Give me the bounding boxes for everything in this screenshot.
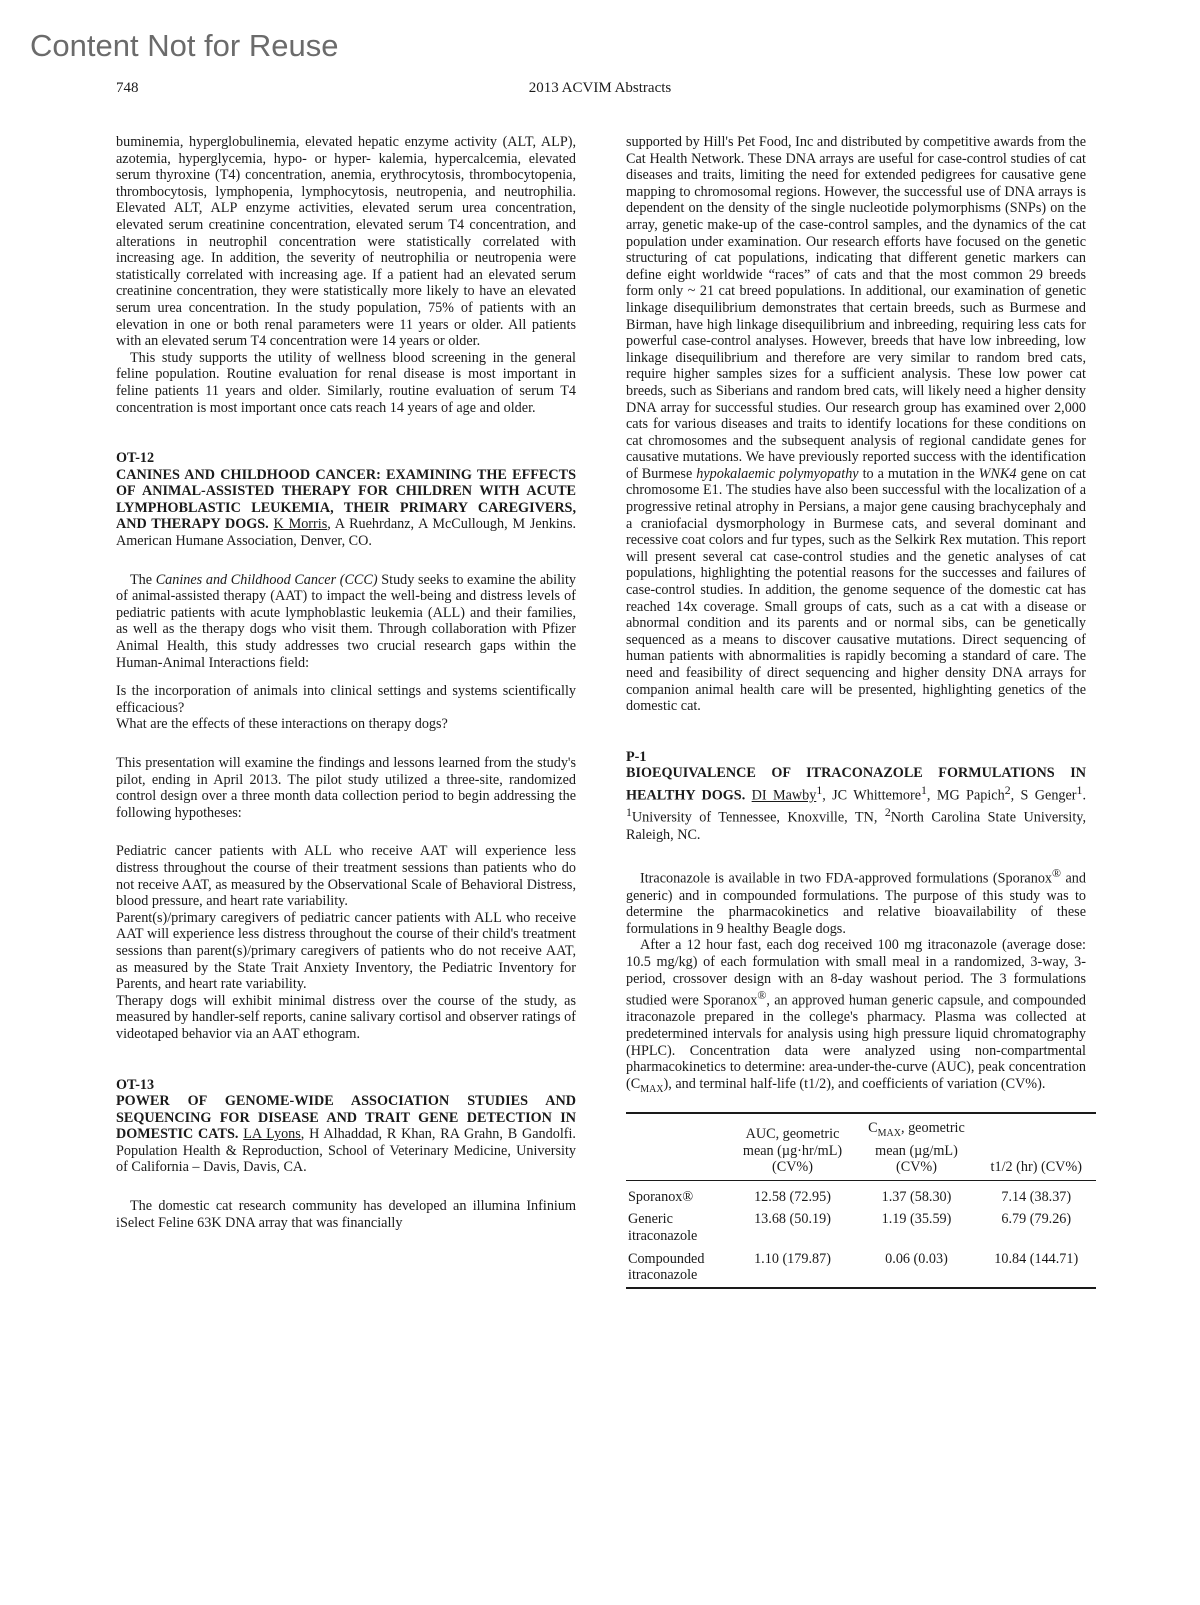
table-header-row [626,1113,1096,1180]
watermark: Content Not for Reuse [30,28,339,63]
text-span: , an approved human generic capsule, and compounded itraconazole prepared in the college's pharmacy. Plasma was collected at predetermined intervals for analysis using high pressure liquid chromatography (HPLC). Concentration data were analyzed using non-compartmental pharmacokinetics to determine: area-under-the-curve (AUC), peak concentration (C [626,992,1086,1092]
cmax-label: C [868,1120,878,1137]
abstract-title-p1: BIOEQUIVALENCE OF ITRACONAZOLE FORMULATIONS IN HEALTHY DOGS. [626,765,1086,804]
author: , JC Whittemore [822,787,921,804]
subscript: MAX [640,1083,664,1095]
affil-sup: 1 [626,805,632,820]
table-cell: 1.19 (35.59) [881,1211,952,1228]
authors-ot13: , H Alhaddad, R Khan, RA Grahn, B Gandolfi. Population Health & Reproduction, School of Veterinary Medicine, University of California – Davis, Davis, CA. [116,1126,576,1176]
affiliation: North Carolina State University, Raleigh, NC. [626,810,1087,843]
table-cell: Compounded itraconazole [628,1250,705,1284]
abstract-id-p1: P-1 [626,748,647,765]
abstract-header-ot13 [116,1093,576,1176]
text-span: and generic) and in compounded formulations. The purpose of this study was to determine the pharmacokinetics and relative bioavailability of these formulations in 9 healthy Beagle dogs. [626,870,1086,937]
text-span: gene on cat chromosome E1. The studies have also been successful with the localization of a progressive retinal atrophy in Persians, a major gene causing brachycephaly and a craniofacial dysmorphology in Burmese cats, and several dominant and recessive coat colors and fur types, such as the Selkirk Rex mutation. This report will present several cat case-control studies and the genetic analyses of cat populations, highlighting the potential reasons for the successes and failures of case-control studies. In addition, the genome sequence of the domestic cat has reached 14x coverage. Small groups of cats, such as a cat with a disease or abnormal condition and its parents and or normal sibs, can be genetically sequenced as a means to discover causative mutations. Direct sequencing of human patients with abnormalities is rapidly becoming a standard of care. The need and feasibility of direct sequencing and higher density DNA arrays for companion animal health care will be presented, highlighting genetics of the domestic cat. [626,465,1086,715]
presenter-ot13: LA Lyons [243,1126,301,1143]
right-column [626,134,1086,1289]
text-span: to a mutation in the [858,465,979,482]
text-span: supported by Hill's Pet Food, Inc and distributed by competitive awards from the Cat Health Network. These DNA arrays are useful for case-control studies of cat diseases and traits, limiting the need for extended pedigrees for causative gene mapping to chromosomal regions. However, the successful use of DNA arrays is dependent on the density of the single nucleotide polymorphisms (SNPs) on the array, genetic make-up of the case-control samples, and the dynamics of the cat population under examination. Our research efforts have focused on the genetic structuring of cat populations, indicating that different genetic markers can define eight worldwide “races” of cats and that the most common 29 breeds form only ~ 21 cat breed populations. In additional, our examination of genetic linkage disequilibrium demonstrates that certain breeds, such as Burmese and Birman, have high linkage disequilibrium and inbreeding, requiring less cats for powerful case-control analyses. However, breeds that have low inbreeding, low linkage disequilibrium and therefore are very similar to random bred cats, require higher samples sizes for a sufficient analysis. These low power cat breeds, such as Siberians and random bred cats, will likely need a higher density DNA array for successful studies. Our research group has examined over 2,000 cats for various diseases and traits to identify locations for these conditions on cat chromosomes and the subsequent analysis of regional candidate genes for causative mutations. We have previously reported success with the identification of Burmese [626,134,1086,482]
affil-sup: 2 [884,805,891,820]
results-table [626,1112,1096,1289]
affiliation: University of Tennessee, Knoxville, TN, [631,810,885,827]
abstract-header-p1: BIOEQUIVALENCE OF ITRACONAZOLE FORMULATIONS IN HEALTHY DOGS. DI Mawby$^1$, JC Whittemore$^1$, MG Papich$^2$, S Genger$^1$. $^1$University of Tennessee, Knoxville, TN, $^2$North Carolina State University, Raleigh, NC. [626,765,1087,843]
left-column [116,134,576,1231]
table-cell: 12.58 (72.95) [754,1188,831,1205]
table-cell: 10.84 (144.71) [994,1250,1079,1267]
affil-sup: 2 [1004,782,1011,797]
intro-prefix: The [130,571,156,588]
table-cell: 6.79 (79.26) [1001,1211,1072,1228]
table-row [626,1180,1096,1208]
text-span: After a 12 hour fast, each dog received 100 mg itraconazole (average dose: 10.5 mg/kg) of each formulation with small meal in a randomized, 3-way, 3-period, crossover design with an 8-day washout period. The 3 formulations studied were Sporanox [626,937,1086,1009]
italic-term: hypokalaemic polymyopathy [696,465,859,482]
hypothesis: Therapy dogs will exhibit minimal distress over the course of the study, as measured by handler-self reports, canine salivary cortisol and observer ratings of videotaped behavior via an AAT ethogram. [116,992,576,1042]
running-head: 2013 ACVIM Abstracts [528,80,672,96]
abstract-title-ot12: CANINES AND CHILDHOOD CANCER: EXAMINING THE EFFECTS OF ANIMAL-ASSISTED THERAPY FOR CHILDREN WITH ACUTE LYMPHOBLASTIC LEUKEMIA, THEIR PRIMARY CAREGIVERS, AND THERAPY DOGS. [116,466,576,533]
table-header-cell: t1/2 (hr) (CV%) [977,1113,1097,1180]
presentation-paragraph-ot12: This presentation will examine the findings and lessons learned from the study's pilot, ending in April 2013. The pilot study utilized a three-site, randomized control design over a three month data collection period to begin addressing the following hypotheses: [116,755,576,821]
intro-rest: Study seeks to examine the ability of animal-assisted therapy (AAT) to impact the well-being and distress levels of pediatric patients with acute lymphoblastic leukemia (ALL) and their families, as well as the therapy dogs who visit them. Through collaboration with Pfizer Animal Health, this study addresses two crucial research gaps within the Human-Animal Interactions field: [116,571,576,671]
methods-paragraph-p1 [626,937,1086,1098]
hypothesis: Parent(s)/primary caregivers of pediatric cancer patients with ALL who receive AAT will experience less distress throughout the course of their child's treatment sessions than parent(s)/primary caregivers of patients who do not receive AAT, as measured by the State Trait Anxiety Inventory, the Pediatric Inventory for Parents, and heart rate variability. [116,909,576,993]
body-paragraph-ot13-continued [626,134,1086,715]
table-cell: Sporanox® [628,1188,694,1205]
body-paragraph-p1 [626,865,1086,937]
authors-ot12: , A Ruehrdanz, A McCullough, M Jenkins. American Humane Association, Denver, CO. [116,516,577,550]
continued-paragraph: buminemia, hyperglobulinemia, elevated hepatic enzyme activity (ALT, ALP), azotemia, hyperglycemia, hypo- or hyper- kalemia, hypercalcemia, elevated serum thyroxine (T4) concentration, anemia, erythrocytosis, thrombocytopenia, thrombocytosis, lymphopenia, lymphocytosis, neutropenia, and neutrophilia. Elevated ALT, ALP enzyme activities, elevated serum urea concentration, elevated serum creatinine concentration, elevated serum T4 concentration, and alterations in neutrophil concentration were statistically correlated with increasing age. In addition, the severity of neutrophilia or neutropenia were statistically correlated with increasing age. If a patient had an elevated serum creatinine concentration, they were statistically more likely to have an elevated serum urea concentration. In the study population, 75% of patients with an elevation in one or both renal parameters were 11 years or older. All patients with an elevated serum T4 concentration were 14 years or older. [116,134,576,350]
abstract-id-ot12: OT-12 [116,450,155,467]
abstract-header-ot12 [116,467,576,550]
registered-mark: ® [757,988,767,1003]
hypothesis: Pediatric cancer patients with ALL who receive AAT will experience less distress throughout the course of their treatment sessions than patients who do not receive AAT, as measured by the Observational Scale of Behavioral Distress, blood pressure, and heart rate variability. [116,843,576,910]
affil-sup: 1 [816,782,823,797]
table-cell: 0.06 (0.03) [885,1250,948,1267]
subscript: MAX [877,1128,901,1140]
study-name: Canines and Childhood Cancer (CCC) [155,571,378,588]
table-cell: 1.10 (179.87) [754,1250,831,1267]
research-question: Is the incorporation of animals into clinical settings and systems scientifically efficacious? [116,683,576,716]
gene-name: WNK4 [978,465,1017,482]
table-header-cell [857,1113,977,1180]
table-header-cell [626,1113,729,1180]
intro-paragraph-ot12 [116,572,576,672]
table-header-cell: AUC, geometric mean (µg·hr/mL) (CV%) [729,1113,857,1180]
affil-sup: 1 [921,782,927,797]
body-paragraph-ot13: The domestic cat research community has developed an illumina Infinium iSelect Feline 63K DNA array that was financially [116,1198,576,1231]
presenter-ot12: K Morris [273,516,328,533]
text-span: ), and terminal half-life (t1/2), and coefficients of variation (CV%). [663,1075,1046,1092]
cmax-label-rest: , geometric mean (µg/mL) (CV%) [875,1120,965,1176]
author: , MG Papich [926,787,1005,804]
table-cell: 13.68 (50.19) [754,1211,831,1228]
table-cell: 1.37 (58.30) [881,1188,952,1205]
text-span: Itraconazole is available in two FDA-approved formulations (Sporanox [640,870,1053,887]
author: , S Genger [1010,787,1077,804]
page-number: 748 [116,80,139,96]
table-cell: Generic itraconazole [628,1211,698,1245]
table-row [626,1208,1096,1247]
research-question: What are the effects of these interactions on therapy dogs? [116,716,448,733]
abstract-id-ot13: OT-13 [116,1076,155,1093]
presenter-p1: DI Mawby [751,787,817,804]
registered-mark: ® [1052,866,1062,881]
table-row [626,1248,1096,1288]
table-cell: 7.14 (38.37) [1001,1188,1072,1205]
conclusion-paragraph: This study supports the utility of wellness blood screening in the general feline population. Routine evaluation for renal disease is most important in feline patients 11 years and older. Similarly, routine evaluation of serum T4 concentration is most important once cats reach 14 years of age and older. [116,349,576,416]
abstract-title-ot13: POWER OF GENOME-WIDE ASSOCIATION STUDIES AND SEQUENCING FOR DISEASE AND TRAIT GENE DETECTION IN DOMESTIC CATS. [116,1093,576,1143]
affil-sup: 1 [1076,782,1083,797]
